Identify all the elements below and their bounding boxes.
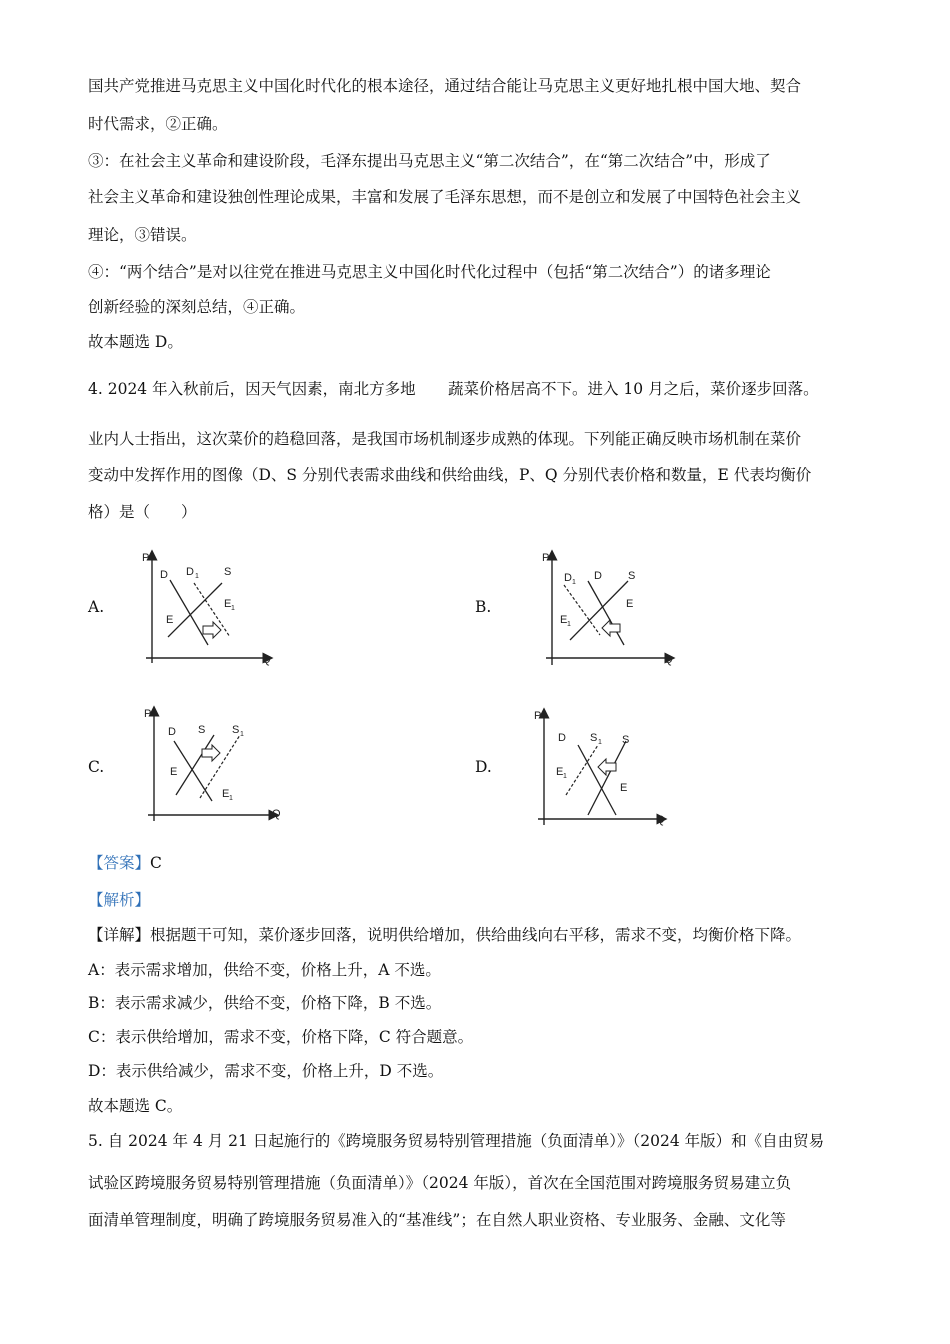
e1-label: E: [556, 766, 564, 778]
option-d-explanation: D：表示供给减少，需求不变，价格上升，D 不选。: [88, 1062, 444, 1080]
e1-label: E: [224, 598, 232, 610]
e1-subscript: 1: [231, 605, 235, 612]
d1-label: D: [186, 566, 194, 578]
s1-label: S: [232, 724, 240, 736]
question-5-line: 试验区跨境服务贸易特别管理措施（负面清单）》（2024 年版），首次在全国范围对跨境服务贸易建立负: [88, 1174, 792, 1192]
shift-right-arrow-icon: [203, 622, 221, 638]
e1-label: E: [222, 788, 230, 800]
option-b-label: B.: [475, 598, 492, 616]
e-label: E: [170, 766, 178, 778]
s-label: S: [622, 734, 630, 746]
shift-left-arrow-icon: [598, 759, 616, 775]
e1-subscript: 1: [563, 773, 567, 780]
p-label: P: [542, 552, 550, 564]
e1-label: E: [560, 614, 568, 626]
detail-line: 【详解】根据题干可知，菜价逐步回落，说明供给增加，供给曲线向右平移，需求不变，均衡价格下降。: [88, 926, 802, 944]
answer-line: [88, 853, 162, 873]
d-label: D: [168, 726, 176, 738]
e-label: E: [620, 782, 628, 794]
text-line: 创新经验的深刻总结，④正确。: [88, 298, 306, 316]
question-5-line: 5. 自 2024 年 4 月 21 日起施行的《跨境服务贸易特别管理措施（负面清单）》（2024 年版）和《自由贸易: [88, 1132, 825, 1150]
answer-value: C: [150, 854, 162, 872]
graph-c: [140, 703, 290, 828]
demand-curve: [578, 745, 616, 815]
text-line: 理论，③错误。: [88, 226, 197, 244]
d-label: D: [558, 732, 566, 744]
q-label: Q: [664, 654, 673, 666]
option-a-explanation: A：表示需求增加，供给不变，价格上升，A 不选。: [88, 961, 441, 979]
s1-subscript: 1: [240, 731, 244, 738]
text-line: ④：“两个结合”是对以往党在推进马克思主义中国化时代化过程中（包括“第二次结合”）的诸多理论: [88, 263, 771, 281]
answer-tag: 【答案】: [88, 854, 151, 872]
d-label: D: [594, 570, 602, 582]
s1-subscript: 1: [598, 739, 602, 746]
s1-label: S: [590, 732, 598, 744]
option-c-label: C.: [88, 758, 105, 776]
option-d-label: D.: [475, 758, 492, 776]
text-line: 变动中发挥作用的图像（D、S 分别代表需求曲线和供给曲线，P、Q 分别代表价格和数量，E 代表均衡价: [88, 466, 812, 484]
option-b-explanation: B：表示需求减少，供给不变，价格下降，B 不选。: [88, 994, 442, 1012]
graph-d: [530, 705, 670, 830]
text-line: 国共产党推进马克思主义中国化时代化的根本途径，通过结合能让马克思主义更好地扎根中国大地、契合: [88, 77, 802, 95]
e1-subscript: 1: [229, 795, 233, 802]
conclusion-line: 故本题选 C。: [88, 1097, 183, 1115]
text-line: 故本题选 D。: [88, 333, 183, 351]
s-label: S: [628, 570, 636, 582]
text-line: 格）是（ ）: [88, 503, 197, 521]
supply-curve: [176, 735, 214, 795]
analysis-tag: 【解析】: [88, 891, 151, 909]
q-label: Q: [656, 814, 665, 826]
e-label: E: [166, 614, 174, 626]
option-c-explanation: C：表示供给增加，需求不变，价格下降，C 符合题意。: [88, 1028, 474, 1046]
text-line: 业内人士指出，这次菜价的趋稳回落，是我国市场机制逐步成熟的体现。下列能正确反映市场机制在菜价: [88, 430, 802, 448]
d1-subscript: 1: [572, 579, 576, 586]
text-line: 时代需求，②正确。: [88, 115, 228, 133]
graph-a: [140, 545, 280, 670]
graph-b: [540, 545, 680, 670]
d1-subscript: 1: [195, 573, 199, 580]
q-label: Q: [272, 808, 281, 820]
d1-label: D: [564, 572, 572, 584]
p-label: P: [534, 710, 542, 722]
d-label: D: [160, 569, 168, 581]
e1-subscript: 1: [567, 621, 571, 628]
shift-right-arrow-icon: [202, 745, 220, 761]
question-5-line: 面清单管理制度，明确了跨境服务贸易准入的“基准线”；在自然人职业资格、专业服务、金融、文化等: [88, 1211, 786, 1229]
p-label: P: [142, 552, 150, 564]
supply-curve-shifted: [200, 735, 240, 798]
s-label: S: [198, 724, 206, 736]
option-a-label: A.: [88, 598, 105, 616]
question-4-stem-part1: 4. 2024 年入秋前后，因天气因素，南北方多地: [88, 380, 416, 398]
s-label: S: [224, 566, 232, 578]
question-4-stem-part2: 蔬菜价格居高不下。进入 10 月之后，菜价逐步回落。: [448, 380, 819, 398]
q-label: Q: [262, 654, 271, 666]
e-label: E: [626, 598, 634, 610]
p-label: P: [144, 708, 152, 720]
text-line: 社会主义革命和建设独创性理论成果，丰富和发展了毛泽东思想，而不是创立和发展了中国特色社会主义: [88, 188, 802, 206]
demand-curve: [170, 580, 208, 645]
text-line: ③：在社会主义革命和建设阶段，毛泽东提出马克思主义“第二次结合”，在“第二次结合”中，形成了: [88, 152, 771, 170]
